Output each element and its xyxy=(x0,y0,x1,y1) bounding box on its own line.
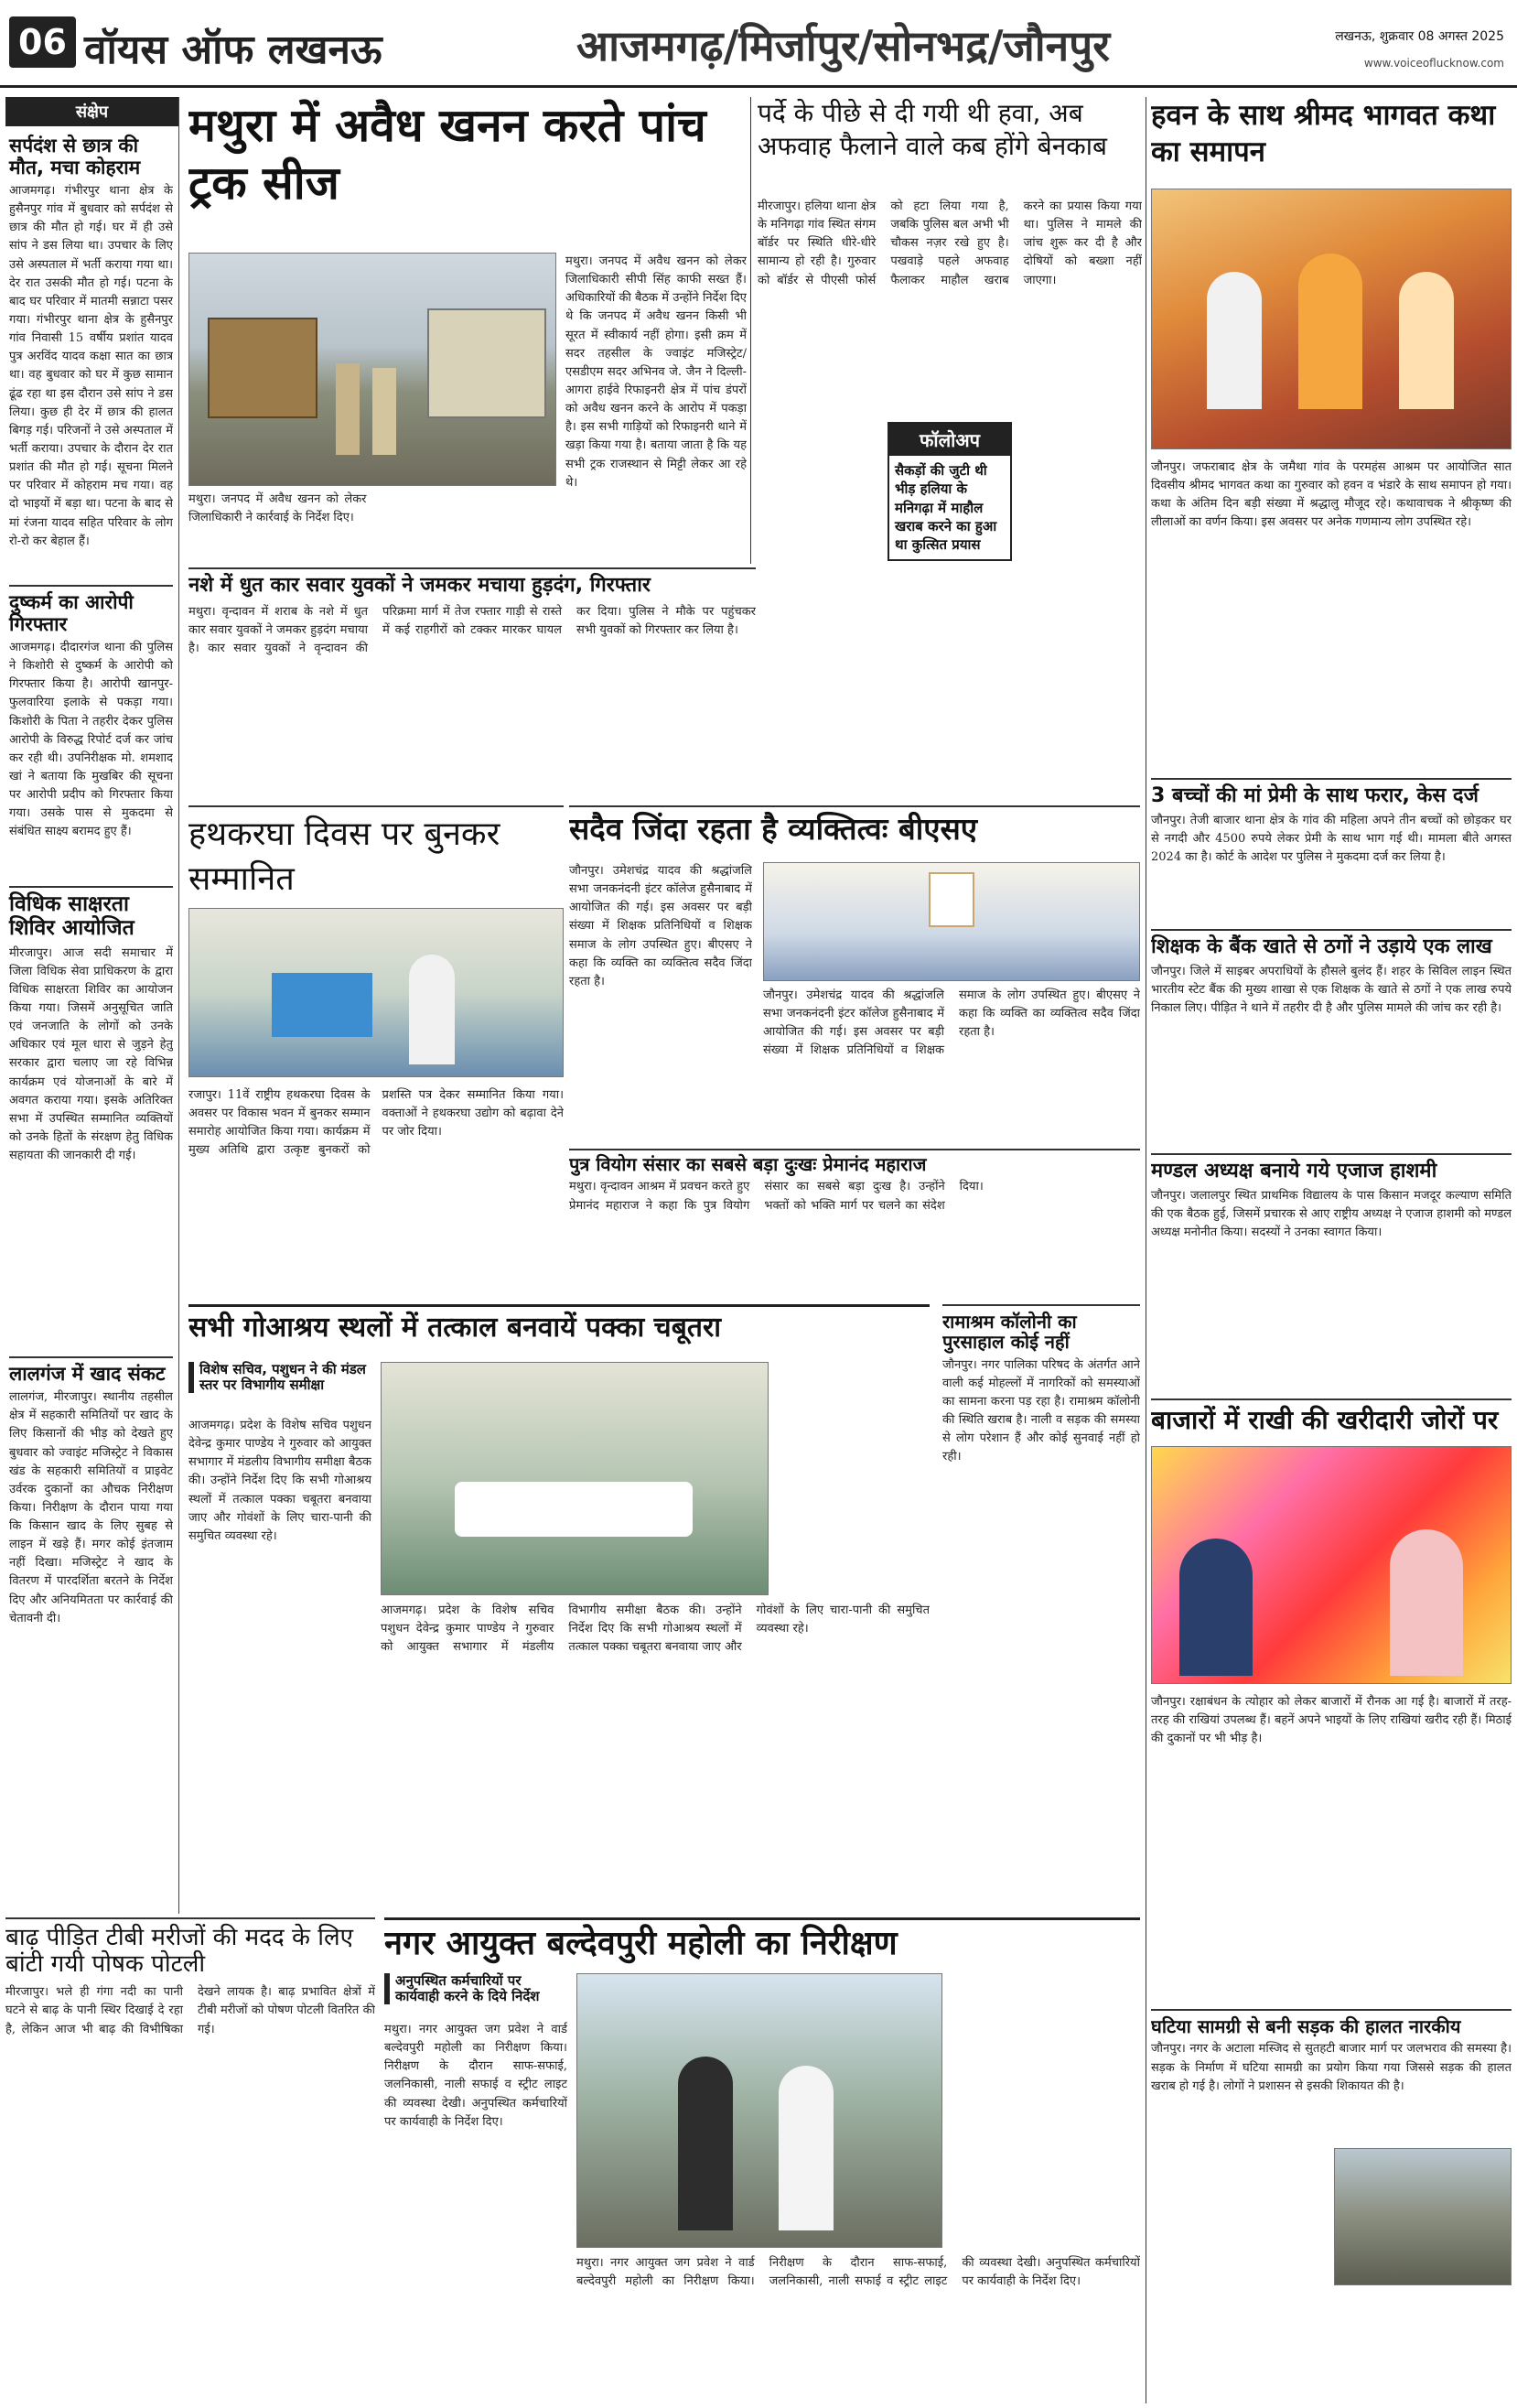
story-goshala xyxy=(188,1304,930,1771)
story-body: मथुरा। नगर आयुक्त जग प्रवेश ने वार्ड बल्देवपुरी महोली का निरीक्षण किया। निरीक्षण के दौरान साफ-सफाई, जलनिकासी, नाली सफाई व स्ट्रीट लाइट की व्यवस्था देखी। अनुपस्थित कर्मचारियों पर कार्यवाही के निर्देश दिए। xyxy=(384,2023,567,2129)
followup-tag: फॉलोअप xyxy=(889,424,1010,456)
story-mandal xyxy=(1151,1153,1512,1396)
sidebar xyxy=(5,97,179,1914)
trucks-photo xyxy=(188,253,556,486)
sidebar-headline: सर्पदंश से छात्र की मौत, मचा कोहराम xyxy=(9,135,141,178)
story-rakhi xyxy=(1151,1398,1512,2003)
story-body: मीरजापुर। हलिया थाना क्षेत्र के मनिगढ़ा गांव स्थित संगम बॉर्डर पर स्थिति धीरे-धीरे सामान्य हो रही है। गुरुवार को बॉर्डर से पीएसी फोर्स को हटा लिया गया है, जबकि पुलिस बल अभी भी चौकस नज़र रखे हुए है। पखवाड़े पहले अफवाह फैलाकर माहौल खराब करने का प्रयास किया गया था। पुलिस ने मामले की जांच शुरू कर दी है और दोषियों को बख्शा नहीं जाएगा। xyxy=(758,200,1142,287)
rakhi-photo xyxy=(1151,1446,1512,1684)
sidebar-body: आजमगढ़। गंभीरपुर थाना क्षेत्र के हुसैनपुर गांव में बुधवार को सर्पदंश से छात्र की मौत हो गई। घर में ही उसे सांप ने डस लिया था। उपचार के लिए उसे अस्पताल में भर्ती कराया गया था। देर रात उसकी मौत हो गई। पटना के बाद घर परिवार में मातमी सन्नाटा पसर गया। गंभीरपुर थाना क्षेत्र के हुसैनपुर गांव निवासी 15 वर्षीय प्रशांत यादव पुत्र अरविंद यादव कक्षा सात का छात्र था। वह बुधवार को घर में कुछ सामान ढूंढ रहा था इस दौरान उसे सांप ने डस लिया। कुछ ही देर में छात्र की हालत बिगड़ गई। परिजनों ने उसे अस्पताल में भर्ती कराया। उपचार के दौरान देर रात प्रशांत की मौत हो गई। सूचना मिलने पर परिवार में कोहराम मच गया। वह दो भाइयों में बड़ा था। पटना के बाद से मां रंजना यादव सहित परिवार के लोग रो-रो कर बेहाल हैं। xyxy=(9,184,173,548)
story-mining xyxy=(188,97,747,564)
section-title: आजमगढ़/मिर्जापुर/सोनभद्र/जौनपुर xyxy=(576,21,1111,70)
goshala-tag-box xyxy=(188,1362,371,1393)
story-bank-fraud xyxy=(1151,929,1512,1149)
inspection-tag-box xyxy=(384,1973,567,2004)
story-headline: सभी गोआश्रय स्थलों में तत्काल बनवायें पक्का चबूतरा xyxy=(188,1312,721,1344)
story-headline: बाढ़ पीड़ित टीबी मरीजों की मदद के लिए बांटी गयी पोषक पोटली xyxy=(5,1924,353,1979)
story-body: मीरजापुर। भले ही गंगा नदी का पानी घटने से बाढ़ के पानी स्थिर दिखाई दे रहा है, लेकिन आज भी बाढ़ की विभीषिका देखने लायक है। बाढ़ प्रभावित क्षेत्रों में टीबी मरीजों को पोषण पोटली वितरित की गई। xyxy=(5,1985,375,2036)
story-bsa xyxy=(569,805,1140,1146)
section-header xyxy=(549,0,1517,88)
story-headline: घटिया सामग्री से बनी सड़क की हालत नारकीय xyxy=(1151,2015,1461,2037)
story-body: मथुरा। वृन्दावन आश्रम में प्रवचन करते हुए प्रेमानंद महाराज ने कहा कि पुत्र वियोग संसार का सबसे बड़ा दुःख है। उन्होंने भक्तों को भक्ति मार्ग पर चलने का संदेश दिया। xyxy=(569,1180,984,1213)
sidebar-headline: विधिक साक्षरता शिविर आयोजित xyxy=(9,886,173,941)
story-tag: विशेष सचिव, पशुधन ने की मंडल स्तर पर विभागीय समीक्षा xyxy=(188,1362,371,1393)
story-headline: हवन के साथ श्रीमद भागवत कथा का समापन xyxy=(1151,99,1496,169)
story-body: जौनपुर। तेजी बाजार थाना क्षेत्र के गांव की महिला अपने तीन बच्चों को छोड़कर घर से नगदी और 4500 रुपये लेकर प्रेमी के साथ भाग गई थी। मामला बीते अगस्त 2024 का है। कोर्ट के आदेश पर पुलिस ने मुकदमा दर्ज कर लिया है। xyxy=(1151,813,1512,864)
story-headline: नगर आयुक्त बल्देवपुरी महोली का निरीक्षण xyxy=(384,1925,898,1962)
followup-subhead: सैकड़ों की जुटी थी भीड़ हलिया के मनिगढ़ा में माहौल खराब करने का हुआ था कुत्सित प्रयास xyxy=(895,462,997,553)
story-colony xyxy=(942,1304,1140,1771)
sidebar-headline: लालगंज में खाद संकट xyxy=(9,1356,173,1386)
story-rumor xyxy=(758,97,1142,829)
road-photo xyxy=(1334,2148,1512,2285)
story-road xyxy=(1151,2009,1512,2403)
sidebar-body: मीरजापुर। आज सदी समाचार में जिला विधिक सेवा प्राधिकरण के द्वारा विधिक साक्षरता शिविर का आयोजन किया गया। जिसमें अनुसूचित जाति एवं जनजाति के लोगों को उनके अधिकार एवं मूल धारा से जुड़ने हेतु सरकार द्वारा चलाए जा रहे विभिन्न कार्यक्रम एवं योजनाओं के बारे में अवगत कराया गया। इसके अतिरिक्त सभा में उपस्थित सम्मानित व्यक्तियों को उनके हितों के संरक्षण हेतु विधिक सहायता की जानकारी दी गई। xyxy=(9,945,173,1163)
story-bhagwat xyxy=(1151,97,1512,770)
followup-box xyxy=(888,422,1012,561)
story-headline: पर्दे के पीछे से दी गयी थी हवा, अब अफवाह फैलाने वाले कब होंगे बेनकाब xyxy=(758,98,1107,162)
story-headline: 3 बच्चों की मां प्रेमी के साथ फरार, केस दर्ज xyxy=(1151,784,1479,807)
story-headline: शिक्षक के बैंक खाते से ठगों ने उड़ाये एक लाख xyxy=(1151,935,1492,958)
story-inspection xyxy=(384,1917,1140,2403)
story-headline: हथकरघा दिवस पर बुनकर सम्मानित xyxy=(188,815,500,898)
story-body: जौनपुर। जफराबाद क्षेत्र के जमैथा गांव के परमहंस आश्रम पर आयोजित सात दिवसीय श्रीमद भागवत कथा का गुरुवार को हवन व भंडारे के साथ समापन हो गया। कथा के अंतिम दिन बड़ी संख्या में श्रद्धालु मौजूद रहे। कथावाचक ने श्रीकृष्ण की लीलाओं का वर्णन किया। इस अवसर पर अनेक गणमान्य लोग उपस्थित रहे। xyxy=(1151,460,1512,530)
handloom-photo xyxy=(188,908,564,1077)
sidebar-headline: दुष्कर्म का आरोपी गिरफ्तार xyxy=(9,585,173,635)
story-headline: रामाश्रम कॉलोनी का पुरसाहाल कोई नहीं xyxy=(942,1311,1077,1354)
paper-name: वॉयस ऑफ लखनऊ xyxy=(84,27,382,73)
story-tb xyxy=(5,1917,375,2403)
story-body: जौनपुर। रक्षाबंधन के त्योहार को लेकर बाजारों में रौनक आ गई है। बाजारों में तरह-तरह की राखियां उपलब्ध हैं। बहनें अपने भाइयों के लिए राखियां खरीद रही हैं। मिठाई की दुकानों पर भी भीड़ है। xyxy=(1151,1695,1512,1746)
story-body: जौनपुर। जिले में साइबर अपराधियों के हौसले बुलंद हैं। शहर के सिविल लाइन स्थित भारतीय स्टेट बैंक की मुख्य शाखा से एक शिक्षक के खाते से ठगों ने एक लाख रुपये निकाल लिए। पीड़ित ने थाने में तहरीर दी है और पुलिस मामले की जांच कर रही है। xyxy=(1151,964,1512,1015)
story-tag: अनुपस्थित कर्मचारियों पर कार्यवाही करने के दिये निर्देश xyxy=(384,1973,567,2004)
story-headline: नशे में धुत कार सवार युवकों ने जमकर मचाया हुड़दंग, गिरफ्तार xyxy=(188,574,651,597)
story-minor-flee xyxy=(1151,778,1512,924)
meeting-photo xyxy=(381,1362,769,1595)
story-body: जौनपुर। नगर पालिका परिषद के अंतर्गत आने वाली कई मोहल्लों में नागरिकों को समस्याओं का सामना करना पड़ रहा है। रामाश्रम कॉलोनी की स्थिति खराब है। नाली व सड़क की समस्या से लोग परेशान हैं और कोई सुनवाई नहीं हो रही। xyxy=(942,1357,1140,1464)
story-body: रजापुर। 11वें राष्ट्रीय हथकरघा दिवस के अवसर पर विकास भवन में बुनकर सम्मान समारोह आयोजित किया गया। कार्यक्रम में मुख्य अतिथि द्वारा उत्कृष्ट बुनकरों को प्रशस्ति पत्र देकर सम्मानित किया गया। वक्ताओं ने हथकरघा उद्योग को बढ़ावा देने पर जोर दिया। xyxy=(188,1088,564,1158)
story-body: आजमगढ़। प्रदेश के विशेष सचिव पशुधन देवेन्द्र कुमार पाण्डेय ने गुरुवार को आयुक्त सभागार में मंडलीय विभागीय समीक्षा बैठक की। उन्होंने निर्देश दिए कि सभी गोआश्रय स्थलों में तत्काल पक्का चबूतरा बनवाया जाए और गोवंशों के लिए चारा-पानी की समुचित व्यवस्था रहे। xyxy=(188,1419,371,1543)
story-body: मथुरा। वृन्दावन में शराब के नशे में धुत कार सवार युवकों ने जमकर हुड़दंग मचाया है। कार सवार युवकों ने वृन्दावन की परिक्रमा मार्ग में तेज रफ्तार गाड़ी से रास्ते में कई राहगीरों को टक्कर मारकर घायल कर दिया। पुलिस ने मौके पर पहुंचकर सभी युवकों को गिरफ्तार कर लिया है। xyxy=(188,604,756,655)
masthead xyxy=(0,0,549,88)
havan-photo xyxy=(1151,189,1512,449)
story-body-cont: आजमगढ़। प्रदेश के विशेष सचिव पशुधन देवेन्द्र कुमार पाण्डेय ने गुरुवार को आयुक्त सभागार में मंडलीय विभागीय समीक्षा बैठक की। उन्होंने निर्देश दिए कि सभी गोआश्रय स्थलों में तत्काल पक्का चबूतरा बनवाया जाए और गोवंशों के लिए चारा-पानी की समुचित व्यवस्था रहे। xyxy=(381,1604,930,1655)
sidebar-label: संक्षेप xyxy=(5,97,178,126)
story-body-cont: जौनपुर। उमेशचंद्र यादव की श्रद्धांजलि सभा जनकनंदनी इंटर कॉलेज हुसैनाबाद में आयोजित की गई। इस अवसर पर बड़ी संख्या में शिक्षक प्रतिनिधियों व शिक्षक समाज के लोग उपस्थित हुए। बीएसए ने कहा कि व्यक्ति का व्यक्तित्व सदैव जिंदा रहता है। xyxy=(763,988,1140,1058)
bsa-photo xyxy=(763,862,1140,981)
sidebar-body: आजमगढ़। दीदारगंज थाना की पुलिस ने किशोरी से दुष्कर्म के आरोपी को गिरफ्तार किया है। आरोपी खानपुर-फुलवारिया इलाके से पकड़ा गया। किशोरी के पिता ने तहरीर देकर पुलिस आरोपी के विरुद्ध रिपोर्ट दर्ज कर जांच कर रही थी। उपनिरीक्षक मो. शमशाद खां ने बताया कि मुखबिर की सूचना पर आरोपी प्रदीप को गिरफ्तार किया गया। उसके पास से मुकदमा से संबंधित साक्ष्य बरामद हुए हैं। xyxy=(9,641,173,839)
story-body: जौनपुर। उमेशचंद्र यादव की श्रद्धांजलि सभा जनकनंदनी इंटर कॉलेज हुसैनाबाद में आयोजित की गई। इस अवसर पर बड़ी संख्या में शिक्षक प्रतिनिधियों व शिक्षक समाज के लोग उपस्थित हुए। बीएसए ने कहा कि व्यक्ति का व्यक्तित्व सदैव जिंदा रहता है। xyxy=(569,864,752,988)
story-headline: मण्डल अध्यक्ष बनाये गये एजाज हाशमी xyxy=(1151,1160,1437,1182)
story-body: जौनपुर। जलालपुर स्थित प्राथमिक विद्यालय के पास किसान मजदूर कल्याण समिति की एक बैठक हुई, जिसमें प्रचारक से आए राष्ट्रीय अध्यक्ष ने एजाज हाशमी को मण्डल अध्यक्ष मनोनीत किया। सदस्यों ने उनका स्वागत किया। xyxy=(1151,1188,1512,1239)
story-headline: बाजारों में राखी की खरीदारी जोरों पर xyxy=(1151,1405,1499,1435)
story-headline: पुत्र वियोग संसार का सबसे बड़ा दुःखः प्रेमानंद महाराज xyxy=(569,1153,927,1175)
column-rule xyxy=(750,97,751,564)
story-body-cont: मथुरा। नगर आयुक्त जग प्रवेश ने वार्ड बल्देवपुरी महोली का निरीक्षण किया। निरीक्षण के दौरान साफ-सफाई, जलनिकासी, नाली सफाई व स्ट्रीट लाइट की व्यवस्था देखी। अनुपस्थित कर्मचारियों पर कार्यवाही के निर्देश दिए। xyxy=(576,2256,1140,2289)
page-number: 06 xyxy=(9,16,76,68)
story-body: जौनपुर। नगर के अटाला मस्जिद से सुतहटी बाजार मार्ग पर जलभराव की समस्या है। सड़क के निर्माण में घटिया सामग्री का प्रयोग किया गया जिससे सड़क की हालत खराब हो गई है। लोगों ने प्रशासन से इसकी शिकायत की है। xyxy=(1151,2042,1512,2093)
inspection-photo xyxy=(576,1973,942,2248)
story-headline: मथुरा में अवैध खनन करते पांच ट्रक सीज xyxy=(188,99,706,210)
issue-date: लखनऊ, शुक्रवार 08 अगस्त 2025 xyxy=(1335,29,1504,44)
sidebar-body: लालगंज, मीरजापुर। स्थानीय तहसील क्षेत्र में सहकारी समितियों पर खाद के लिए किसानों की भीड़ को देखते हुए बुधवार को ज्वाइंट मजिस्ट्रेट ने विकास खंड के सहकारी समितियों व प्राइवेट उर्वरक दुकानों का औचक निरीक्षण किया। निरीक्षण के दौरान पाया गया कि किसान खाद के लिए सुबह से लाइन में खड़े हैं। मगर कोई इंतजाम नहीं दिखा। मजिस्ट्रेट ने खाद के वितरण में पारदर्शिता बरतने के निर्देश दिए और अनियमितता पर कार्रवाई की चेतावनी दी। xyxy=(9,1390,173,1625)
website-link[interactable]: www.voiceoflucknow.com xyxy=(1363,57,1504,70)
story-body: मथुरा। जनपद में अवैध खनन को लेकर जिलाधिकारी सीपी सिंह काफी सख्त हैं। अधिकारियों की बैठक में उन्होंने निर्देश दिए थे कि जनपद में अवैध खनन किसी भी सूरत में स्वीकार्य नहीं होगा। इसी क्रम में सदर तहसील के ज्वाइंट मजिस्ट्रेट/एसडीएम सदर अभिनव जे. जैन ने दिल्ली-आगरा हाईवे रिफाइनरी क्षेत्र में पांच डंपरों को अवैध खनन करने के आरोप में पकड़ा है। इस सभी गाड़ियों को रिफाइनरी थाने में खड़ा किया गया है। बताया जाता है कि यह सभी ट्रक राजस्थान से मिट्टी लेकर आ रहे थे। xyxy=(565,254,747,490)
story-drunk xyxy=(188,567,756,805)
story-handloom xyxy=(188,805,564,1295)
story-headline: सदैव जिंदा रहता है व्यक्तित्वः बीएसए xyxy=(569,811,978,847)
story-premanand xyxy=(569,1149,1140,1295)
photo-caption-body: मथुरा। जनपद में अवैध खनन को लेकर जिलाधिकारी ने कार्रवाई के निर्देश दिए। xyxy=(188,492,367,525)
